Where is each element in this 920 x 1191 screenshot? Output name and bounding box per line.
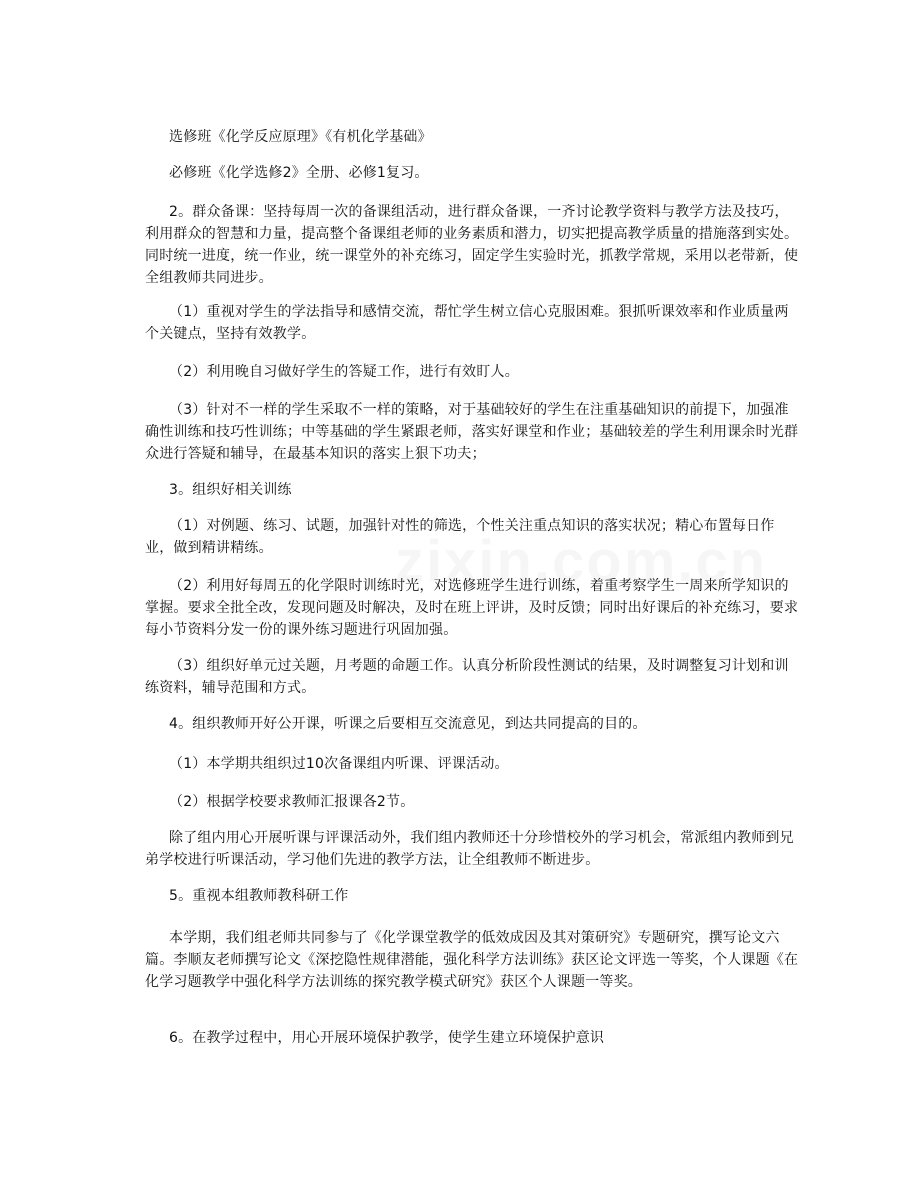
paragraph-training-item-1: （1）对例题、练习、试题，加强针对性的筛选，个性关注重点知识的落实状况；精心布置每日作业，做到精讲精练。 xyxy=(145,518,775,556)
paragraph-elective-class: 选修班《化学反应原理》《有机化学基础》 xyxy=(169,129,432,145)
heading-section-6: 6。在教学过程中，用心开展环境保护教学，使学生建立环境保护意识 xyxy=(169,1030,605,1046)
heading-section-4: 4。组织教师开好公开课，听课之后要相互交流意见，到达共同提高的目的。 xyxy=(169,716,647,732)
paragraph-open-class-item-1: （1）本学期共组织过10次备课组内听课、评课活动。 xyxy=(169,756,509,772)
paragraph-group-lesson-prep: 2。群众备课：坚持每周一次的备课组活动，进行群众备课，一齐讨论教学资料与教学方法及技巧，利用群众的智慧和力量，提高整个备课组老师的业务素质和潜力，切实把提高教学质量的措施落到实处。同时统一进度，统一作业，统一课堂外的补充练习，固定学生实验时光，抓教学常规，采用以老带新，使全组教师共同进步。 xyxy=(145,204,799,286)
paragraph-item-3-strategies: （3）针对不一样的学生采取不一样的策略，对于基础较好的学生在注重基础知识的前提下，加强准确性训练和技巧性训练；中等基础的学生紧跟老师，落实好课堂和作业；基础较差的学生利用课余时光群众进行答疑和辅导，在最基本知识的落实上狠下功夫； xyxy=(145,402,799,462)
paragraph-training-item-3: （3）组织好单元过关题，月考题的命题工作。认真分析阶段性测试的结果，及时调整复习计划和训练资料，辅导范围和方式。 xyxy=(145,658,789,696)
paragraph-open-class-item-2: （2）根据学校要求教师汇报课各2节。 xyxy=(169,794,415,810)
paragraph-required-class: 必修班《化学选修2》全册、必修1复习。 xyxy=(169,165,429,181)
heading-section-3: 3。组织好相关训练 xyxy=(169,482,292,498)
paragraph-external-learning: 除了组内用心开展听课与评课活动外，我们组内教师还十分珍惜校外的学习机会，常派组内教师到兄弟学校进行听课活动，学习他们先进的教学方法，让全组教师不断进步。 xyxy=(145,830,794,868)
paragraph-item-2-evening-study: （2）利用晚自习做好学生的答疑工作，进行有效盯人。 xyxy=(169,364,519,380)
paragraph-training-item-2: （2）利用好每周五的化学限时训练时光，对选修班学生进行训练，着重考察学生一周来所学知识的掌握。要求全批全改，发现问题及时解决，及时在班上评讲，及时反馈；同时出好课后的补充练习，要求每小节资料分发一份的课外练习题进行巩固加强。 xyxy=(145,578,799,638)
paragraph-item-1-guidance: （1）重视对学生的学法指导和感情交流，帮忙学生树立信心克服困难。狠抓听课效率和作业质量两个关键点，坚持有效教学。 xyxy=(145,304,789,342)
heading-section-5: 5。重视本组教师教科研工作 xyxy=(169,888,349,904)
paragraph-research-work: 本学期，我们组老师共同参与了《化学课堂教学的低效成因及其对策研究》专题研究，撰写论文六篇。李顺友老师撰写论文《深挖隐性规律潜能，强化科学方法训练》获区论文评选一等奖，个人课题《在化学习题教学中强化科学方法训练的探究教学模式研究》获区个人课题一等奖。 xyxy=(145,930,799,990)
